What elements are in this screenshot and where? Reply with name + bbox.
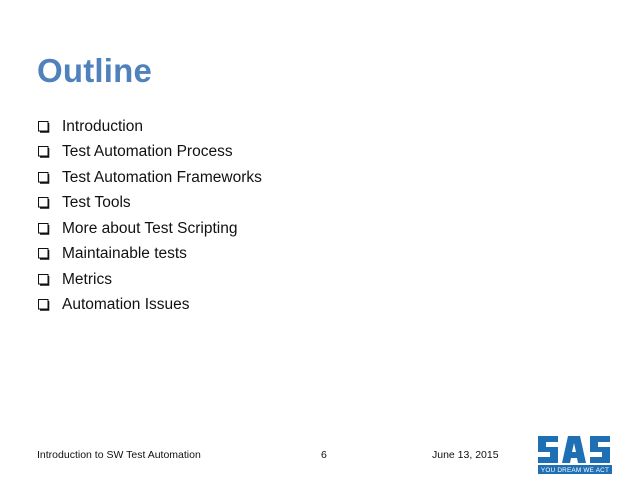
checkbox-square-icon [38,197,50,209]
checkbox-square-icon [38,146,50,158]
bullet-label: Maintainable tests [62,245,187,263]
bullet-label: Test Automation Process [62,143,233,161]
bullet-label: Automation Issues [62,296,190,314]
page-number: 6 [321,449,327,461]
checkbox-square-icon [38,121,50,133]
bullet-label: Test Automation Frameworks [62,168,262,186]
list-item [38,293,262,319]
list-item [38,216,262,242]
footer-title: Introduction to SW Test Automation [37,449,201,461]
sas-logo [536,430,614,475]
list-item [38,191,262,217]
bullet-label: Introduction [62,117,143,135]
bullet-label: Test Tools [62,194,131,212]
list-item [38,140,262,166]
checkbox-square-icon [38,223,50,235]
list-item [38,165,262,191]
svg-text:YOU DREAM WE ACT: YOU DREAM WE ACT [540,467,610,475]
list-item [38,242,262,268]
slide-title: Outline [37,52,153,89]
checkbox-square-icon [38,299,50,311]
bullet-list [38,114,262,318]
bullet-label: More about Test Scripting [62,219,238,237]
bullet-label: Metrics [62,270,112,288]
checkbox-square-icon [38,172,50,184]
footer-date: June 13, 2015 [432,449,499,461]
list-item [38,267,262,293]
checkbox-square-icon [38,274,50,286]
checkbox-square-icon [38,248,50,260]
list-item [38,114,262,140]
